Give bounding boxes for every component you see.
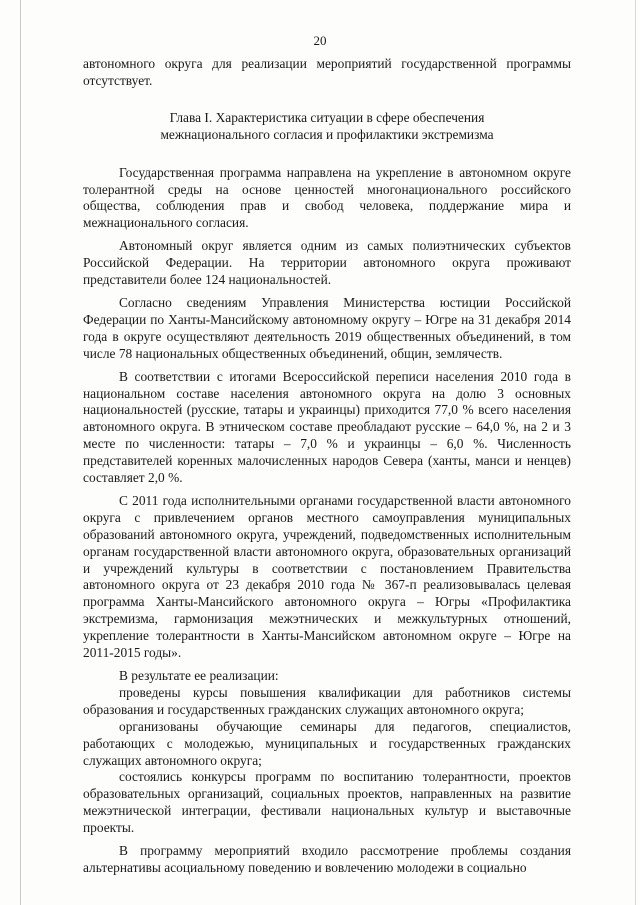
paragraph-ministry-data: Согласно сведениям Управления Министерства юстиции Российской Федерации по Ханты-Мансийскому автономному округу – Югре на 31 декабря 2014 года в округе осуществляют деятельность 2019 общественных объединений, в том числе 78 национальных общественных объединений, общин, землячеств. [83,294,571,361]
paragraph-target-program: С 2011 года исполнительными органами государственной власти автономного округа с привлечением органов местного самоуправления муниципальных образований автономного округа, учреждений, подведомственных исполнительным органам государственной власти автономного округа, образовательных организаций и учреждений культуры в соответствии с постановлением Правительства автономного округа от 23 декабря 2010 года № 367-п реализовывалась целевая программа Ханты-Мансийского автономного округа – Югры «Профилактика экстремизма, гармонизация межэтнических и межкультурных отношений, укрепление толерантности в Ханты-Мансийском автономном округе – Югре на 2011-2015 годы». [83,492,571,661]
paragraph-program-goal: Государственная программа направлена на укрепление в автономном округе толерантной среды на основе ценностей многонационального российского общества, соблюдения прав и свобод человека, поддержание мира и межнационального согласия. [83,164,571,231]
document-body [83,56,571,877]
scan-edge-left [20,0,21,905]
list-item-seminars: организованы обучающие семинары для педагогов, специалистов, работающих с молодежью, муниципальных и государственных гражданских служащих автономного округа; [83,718,571,768]
scan-edge-right [635,0,636,905]
chapter-heading [83,110,571,144]
paragraph-polyethnic: Автономный округ является одним из самых полиэтнических субъектов Российской Федерации. На территории автономного округа проживают представители более 124 национальностей. [83,238,571,288]
paragraph-program-activities: В программу мероприятий входило рассмотрение проблемы создания альтернативы асоциальному поведению и вовлечению молодежи в социально [83,843,571,875]
chapter-heading-line-1: Глава I. Характеристика ситуации в сфере обеспечения [169,109,485,125]
chapter-heading-line-2: межнационального согласия и профилактики экстремизма [160,126,494,142]
page-number: 20 [313,33,327,48]
list-item-courses: проведены курсы повышения квалификации для работников системы образования и государственных гражданских служащих автономного округа; [83,684,571,717]
list-item-contests: состоялись конкурсы программ по воспитанию толерантности, проектов образовательных организаций, социальных проектов, направленных на развитие межэтнической интеграции, фестивали национальных культур и выставочные проекты. [83,769,571,836]
intro-paragraph: автономного округа для реализации мероприятий государственной программы отсутствует. [83,56,571,88]
paragraph-results-intro: В результате ее реализации: [119,668,279,683]
paragraph-census: В соответствии с итогами Всероссийской переписи населения 2010 года в национальном составе населения автономного округа на долю 3 основных национальностей (русские, татары и украинцы) приходится 77,0 % всего населения автономного округа. В этническом составе преобладают русские – 64,0 %, на 2 и 3 месте по численности: татары – 7,0 % и украинцы – 6,0 %. Численность представителей коренных малочисленных народов Севера (ханты, манси и ненцев) составляет 2,0 %. [83,368,571,486]
